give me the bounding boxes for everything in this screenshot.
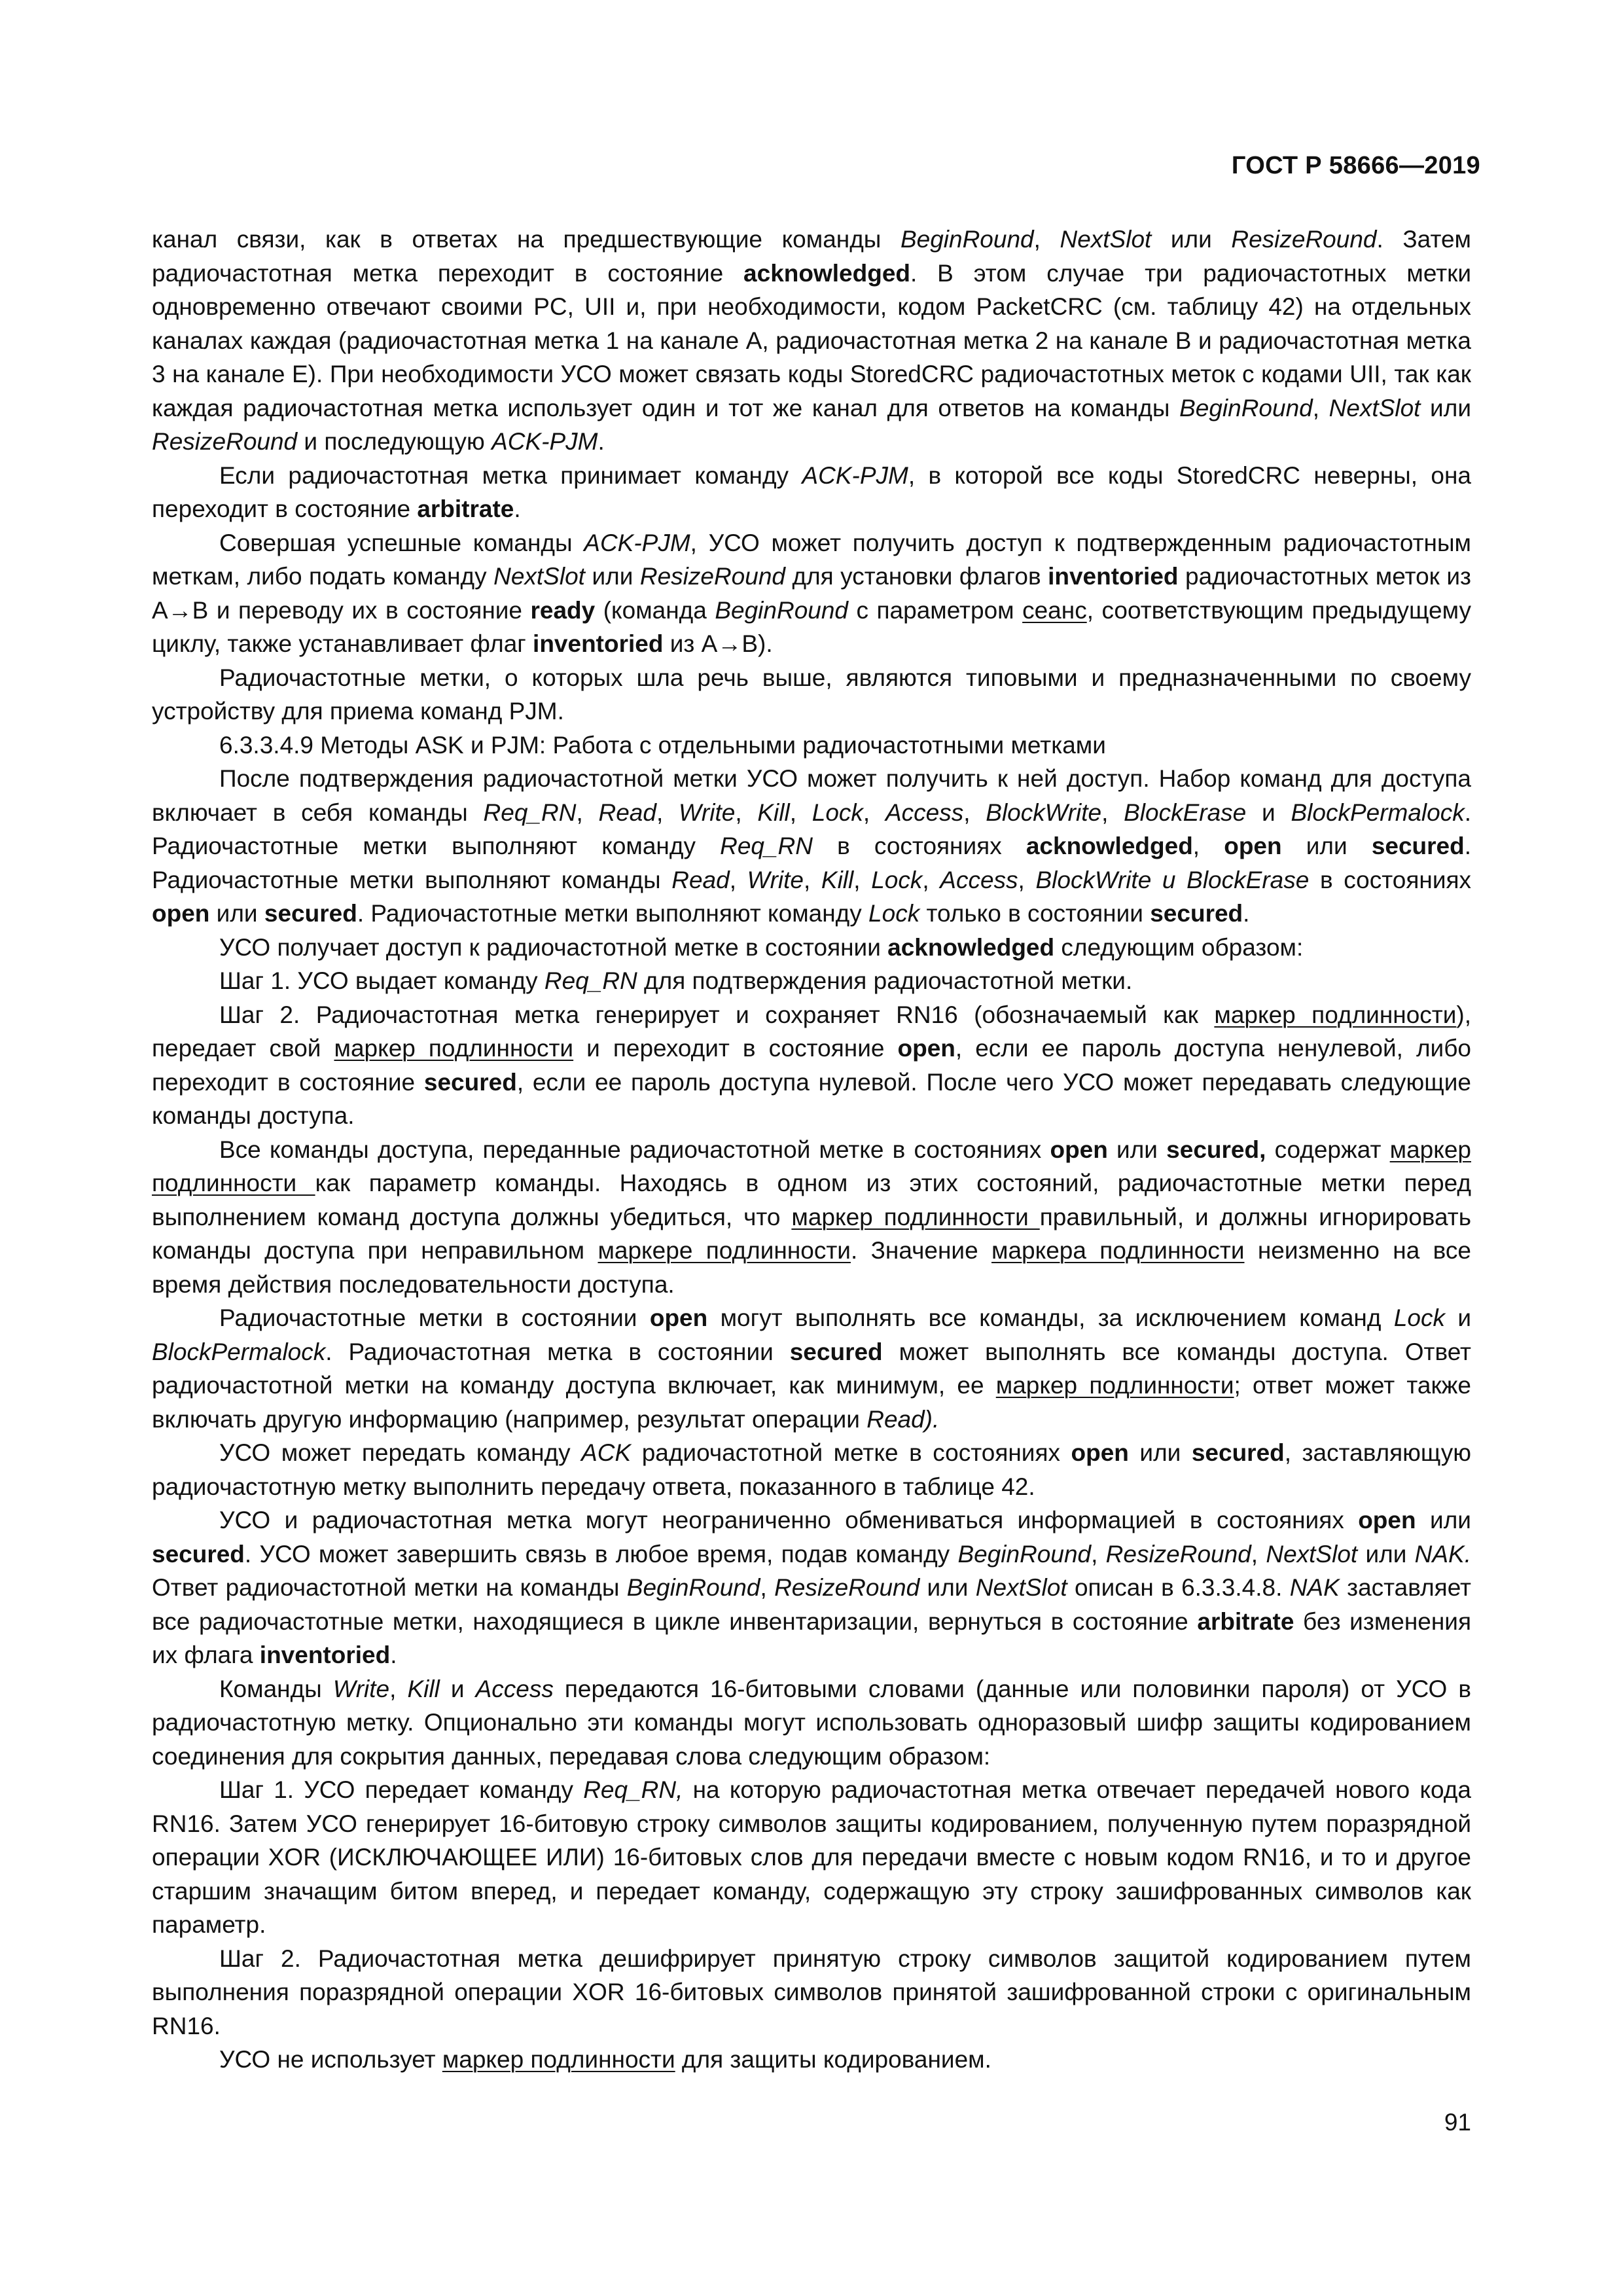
bold-term: open: [897, 1035, 955, 1062]
italic-command: Lock: [868, 900, 920, 927]
text-run: ,: [1033, 226, 1060, 253]
text-run: или: [919, 1574, 976, 1601]
text-run: ,: [735, 798, 758, 826]
italic-command: BlockErase: [1124, 798, 1247, 826]
text-run: или: [1357, 1540, 1415, 1568]
paragraph: [152, 1133, 1471, 1302]
italic-command: ACK-PJM: [584, 529, 690, 556]
bold-term: inventoried: [533, 630, 664, 657]
bold-term: acknowledged: [887, 933, 1055, 961]
italic-command: BlockPermalock: [152, 1338, 326, 1365]
bold-term: arbitrate: [1197, 1607, 1294, 1635]
italic-command: Write: [678, 798, 736, 826]
text-run: ,: [1192, 833, 1224, 859]
text-run: . УСО может завершить связь в любое время, подав команду: [244, 1540, 958, 1568]
text-run: может выполнять все команды доступа. Ответ радиочастотной метки на команду доступа включает, как минимум, ее: [152, 1338, 1471, 1399]
text-run: Радиочастотные метки, о которых шла речь выше, являются типовыми и предназначенными по своему устройству для приема команд PJM.: [152, 664, 1471, 725]
text-run: ,: [922, 866, 940, 893]
paragraph: [152, 223, 1471, 459]
italic-command: Req_RN: [483, 798, 577, 826]
text-run: содержат: [1266, 1136, 1390, 1163]
text-run: ,: [963, 798, 986, 826]
text-run: .: [514, 495, 521, 522]
text-run: ,: [389, 1675, 408, 1702]
text-run: , УСО может получить доступ к подтвержденным радиочастотным меткам, либо подать команду: [152, 529, 1471, 590]
italic-command: NextSlot: [1060, 226, 1152, 253]
text-run: без изменения их флага: [152, 1607, 1471, 1668]
text-run: или: [1281, 833, 1372, 859]
italic-command: ResizeRound: [1231, 226, 1377, 253]
bold-term: secured: [152, 1540, 245, 1568]
text-run: ,: [656, 798, 679, 826]
paragraph: [152, 1773, 1471, 1942]
italic-command: Lock: [1393, 1304, 1445, 1331]
italic-command: Access: [475, 1675, 554, 1702]
text-run: , соответствующим предыдущему циклу, также устанавливает флаг: [152, 596, 1471, 657]
italic-command: Req_RN,: [583, 1776, 683, 1803]
italic-command: Write: [332, 1675, 390, 1702]
text-run: ,: [863, 798, 885, 826]
bold-term: open: [1358, 1507, 1416, 1534]
paragraph: [152, 964, 1471, 998]
text-run: ,: [1091, 1540, 1106, 1568]
text-run: . Радиочастотные метки выполняют команды: [152, 833, 1472, 893]
paragraph: [152, 661, 1471, 728]
paragraph: [152, 459, 1471, 526]
paragraph: [152, 1436, 1471, 1503]
text-run: или: [1151, 226, 1232, 253]
text-run: УСО не использует: [219, 2046, 442, 2073]
underlined-term: сеанс: [1022, 596, 1087, 624]
italic-command: NAK.: [1414, 1540, 1471, 1568]
text-run: радиочастотной метке в состояниях: [631, 1439, 1071, 1466]
text-run: , в которой все коды StoredCRC неверны, она переходит в состояние: [152, 461, 1471, 522]
text-run: или: [584, 563, 640, 590]
page-number: 91: [1444, 2109, 1471, 2136]
italic-command: BeginRound: [900, 226, 1034, 253]
italic-command: NextSlot: [975, 1574, 1067, 1601]
text-run: , если ее пароль доступа нулевой. После чего УСО может передавать следующие команды доступа.: [152, 1068, 1471, 1129]
paragraph: [152, 1672, 1471, 1774]
italic-command: Read: [671, 866, 730, 893]
bold-term: open: [1071, 1439, 1129, 1466]
bold-term: secured: [1191, 1439, 1285, 1466]
text-run: могут выполнять все команды, за исключением команд: [707, 1304, 1394, 1331]
italic-command: NAK: [1289, 1574, 1340, 1601]
italic-command: Write: [747, 866, 804, 893]
paragraph: [152, 998, 1471, 1133]
bold-term: secured: [789, 1338, 883, 1365]
text-run: и: [1444, 1304, 1472, 1331]
italic-command: ResizeRound: [1105, 1540, 1251, 1568]
underlined-term: маркер подлинности: [442, 2046, 675, 2073]
italic-command: ResizeRound: [639, 563, 785, 590]
italic-command: ACK-PJM: [491, 428, 598, 455]
text-run: .: [597, 428, 605, 455]
document-body: [152, 223, 1471, 2077]
text-run: и переходит в состояние: [573, 1035, 898, 1062]
text-run: или: [1128, 1439, 1192, 1466]
text-run: 6.3.3.4.9 Методы ASK и PJM: Работа с отдельными радиочастотными метками: [219, 731, 1106, 759]
text-run: только в состоянии: [919, 900, 1150, 927]
underlined-term: маркер подлинности: [791, 1203, 1040, 1230]
italic-command: Kill: [757, 798, 790, 826]
italic-command: Lock: [812, 798, 863, 826]
italic-command: ACK: [581, 1439, 632, 1466]
paragraph: [152, 762, 1471, 931]
text-run: Если радиочастотная метка принимает команду: [219, 461, 802, 489]
paragraph: [152, 728, 1471, 762]
italic-command: ACK-PJM: [802, 461, 908, 489]
bold-term: secured: [264, 900, 357, 927]
text-run: , заставляющую радиочастотную метку выполнить передачу ответа, показанного в таблице 42.: [152, 1439, 1471, 1500]
paragraph: [152, 931, 1471, 965]
text-run: , если ее пароль доступа ненулевой, либо переходит в состояние: [152, 1035, 1471, 1096]
bold-term: acknowledged: [743, 259, 910, 287]
text-run: .: [390, 1641, 397, 1668]
text-run: или: [1420, 394, 1471, 422]
text-run: (команда: [595, 596, 715, 624]
text-run: как параметр команды. Находясь в одном из этих состояний, радиочастотные метки перед выполнением команд доступа должны убедиться, что: [152, 1170, 1471, 1230]
text-run: или: [1416, 1507, 1471, 1534]
text-run: из A→B).: [663, 630, 773, 657]
text-run: ,: [1251, 1540, 1266, 1568]
text-run: ,: [760, 1574, 775, 1601]
text-run: ,: [1101, 798, 1124, 826]
text-run: следующим образом:: [1054, 933, 1304, 961]
italic-command: NextSlot: [1329, 394, 1421, 422]
underlined-term: маркере подлинности: [597, 1237, 851, 1264]
text-run: и: [1246, 798, 1291, 826]
text-run: для защиты кодированием.: [675, 2046, 991, 2073]
underlined-term: маркера подлинности: [991, 1237, 1245, 1264]
text-run: Шаг 1. УСО выдает команду: [219, 967, 544, 994]
italic-command: BlockPermalock: [1291, 798, 1465, 826]
underlined-term: маркер подлинности: [334, 1035, 574, 1062]
bold-term: open: [1224, 833, 1282, 859]
text-run: УСО может передать команду: [219, 1439, 582, 1466]
text-run: ,: [789, 798, 812, 826]
italic-command: NextSlot: [1266, 1540, 1358, 1568]
text-run: . Затем радиочастотная метка переходит в состояние: [152, 226, 1471, 287]
italic-command: Read: [598, 798, 656, 826]
text-run: ,: [576, 798, 599, 826]
text-run: заставляет все радиочастотные метки, находящиеся в цикле инвентаризации, вернуться в состояние: [152, 1574, 1471, 1635]
bold-term: arbitrate: [417, 495, 514, 522]
text-run: Шаг 2. Радиочастотная метка дешифрирует принятую строку символов защитой кодированием путем выполнения поразрядной операции XOR 16-битовых символов принятой зашифрованной строки с оригинальным RN16.: [152, 1945, 1471, 2039]
text-run: Команды: [219, 1675, 333, 1702]
bold-term: secured: [1150, 900, 1243, 927]
text-run: . Значение: [850, 1237, 992, 1264]
underlined-term: маркер подлинности: [995, 1372, 1234, 1399]
text-run: . Радиочастотные метки выполняют команду: [357, 900, 869, 927]
text-run: неизменно на все время действия последовательности доступа.: [152, 1237, 1471, 1298]
text-run: и последующую: [297, 428, 492, 455]
bold-term: secured,: [1166, 1136, 1266, 1163]
bold-term: secured: [423, 1068, 517, 1096]
text-run: Шаг 1. УСО передает команду: [219, 1776, 584, 1803]
text-run: или: [1107, 1136, 1167, 1163]
text-run: . В этом случае три радиочастотных метки одновременно отвечают своими PC, UII и, при необходимости, кодом PacketCRC (см. таблицу 42) на отдельных каналах каждая (радиочастотная метка 1 на канале A, радиочастотная метка 2 на канале B и радиочастотная метка 3 на канале E). При необходимости УСО может связать коды StoredCRC радиочастотных меток с кодами UII, так как каждая радиочастотная метка использует один и тот же канал для ответов на команды: [152, 259, 1471, 422]
italic-command: Req_RN: [720, 833, 813, 859]
italic-command: NextSlot: [493, 563, 585, 590]
text-run: ,: [1018, 866, 1036, 893]
text-run: для установки флагов: [785, 563, 1048, 590]
bold-term: secured: [1371, 833, 1465, 859]
text-run: описан в 6.3.3.4.8.: [1067, 1574, 1290, 1601]
text-run: ,: [1312, 394, 1329, 422]
bold-term: acknowledged: [1026, 833, 1193, 859]
text-run: УСО получает доступ к радиочастотной метке в состоянии: [219, 933, 888, 961]
text-run: правильный, и должны игнорировать команды доступа при неправильном: [152, 1203, 1471, 1264]
text-run: ,: [729, 866, 747, 893]
underlined-term: маркер подлинности: [152, 1136, 1471, 1196]
italic-command: Req_RN: [544, 967, 637, 994]
bold-term: open: [152, 900, 210, 927]
bold-term: open: [1050, 1136, 1108, 1163]
italic-command: Access: [940, 866, 1018, 893]
text-run: радиочастотных меток из A→B и переводу их в состояние: [152, 563, 1471, 624]
text-run: УСО и радиочастотная метка могут неограниченно обмениваться информацией в состояниях: [219, 1507, 1359, 1534]
bold-term: inventoried: [259, 1641, 391, 1668]
text-run: Радиочастотные метки в состоянии: [219, 1304, 650, 1331]
italic-command: BeginRound: [626, 1574, 760, 1601]
italic-command: BlockWrite: [986, 798, 1102, 826]
italic-command: ResizeRound: [152, 428, 298, 455]
text-run: Все команды доступа, переданные радиочастотной метке в состояниях: [219, 1136, 1050, 1163]
text-run: в состояниях: [813, 833, 1026, 859]
text-run: на которую радиочастотная метка отвечает передачей нового кода RN16. Затем УСО генерирует 16-битовую строку символов защиты кодированием, полученную путем поразрядной операции XOR (ИСКЛЮЧАЮЩЕЕ ИЛИ) 16-битовых слов для передачи вместе с новым кодом RN16, и то и другое старшим значащим битом вперед, и передает команду, содержащую эту строку зашифрованных символов как параметр.: [152, 1776, 1471, 1938]
text-run: .: [1243, 900, 1250, 927]
text-run: Шаг 2. Радиочастотная метка генерирует и сохраняет RN16 (обозначаемый как: [219, 1001, 1215, 1028]
text-run: ,: [803, 866, 821, 893]
text-run: передаются 16-битовыми словами (данные или половинки пароля) от УСО в радиочастотную метку. Опционально эти команды могут использовать одноразовый шифр защиты кодированием соединения для сокрытия данных, передавая слова следующим образом:: [152, 1675, 1472, 1770]
text-run: в состояниях: [1309, 866, 1472, 893]
text-run: ,: [853, 866, 872, 893]
italic-command: BeginRound: [715, 596, 849, 624]
text-run: канал связи, как в ответах на предшествующие команды: [152, 226, 901, 253]
text-run: ), передает свой: [152, 1001, 1471, 1062]
italic-command: Read).: [866, 1405, 940, 1433]
italic-command: Lock: [871, 866, 923, 893]
bold-term: ready: [530, 596, 596, 624]
bold-term: open: [649, 1304, 708, 1331]
italic-command: Kill: [821, 866, 854, 893]
text-run: . Радиочастотные метки выполняют команду: [152, 798, 1472, 859]
text-run: . Радиочастотная метка в состоянии: [325, 1338, 790, 1365]
text-run: Ответ радиочастотной метки на команды: [152, 1574, 627, 1601]
text-run: Совершая успешные команды: [219, 529, 584, 556]
italic-command: BlockWrite и BlockErase: [1035, 866, 1310, 893]
underlined-term: маркер подлинности: [1214, 1001, 1457, 1028]
bold-term: inventoried: [1048, 563, 1179, 590]
italic-command: ResizeRound: [774, 1574, 920, 1601]
italic-command: Kill: [407, 1675, 440, 1702]
paragraph: [152, 1301, 1471, 1436]
paragraph: [152, 526, 1471, 661]
text-run: для подтверждения радиочастотной метки.: [637, 967, 1133, 994]
italic-command: BeginRound: [1179, 394, 1313, 422]
text-run: с параметром: [848, 596, 1023, 624]
text-run: или: [209, 900, 264, 927]
text-run: После подтверждения радиочастотной метки УСО может получить к ней доступ. Набор команд для доступа включает в себя команды: [152, 765, 1471, 826]
italic-command: BeginRound: [957, 1540, 1092, 1568]
standard-header: ГОСТ Р 58666—2019: [1231, 152, 1480, 179]
text-run: и: [439, 1675, 476, 1702]
paragraph: [152, 1503, 1471, 1672]
paragraph: [152, 1942, 1471, 2043]
paragraph: [152, 2043, 1471, 2077]
text-run: ; ответ может также включать другую информацию (например, результат операции: [152, 1372, 1471, 1433]
italic-command: Access: [885, 798, 964, 826]
